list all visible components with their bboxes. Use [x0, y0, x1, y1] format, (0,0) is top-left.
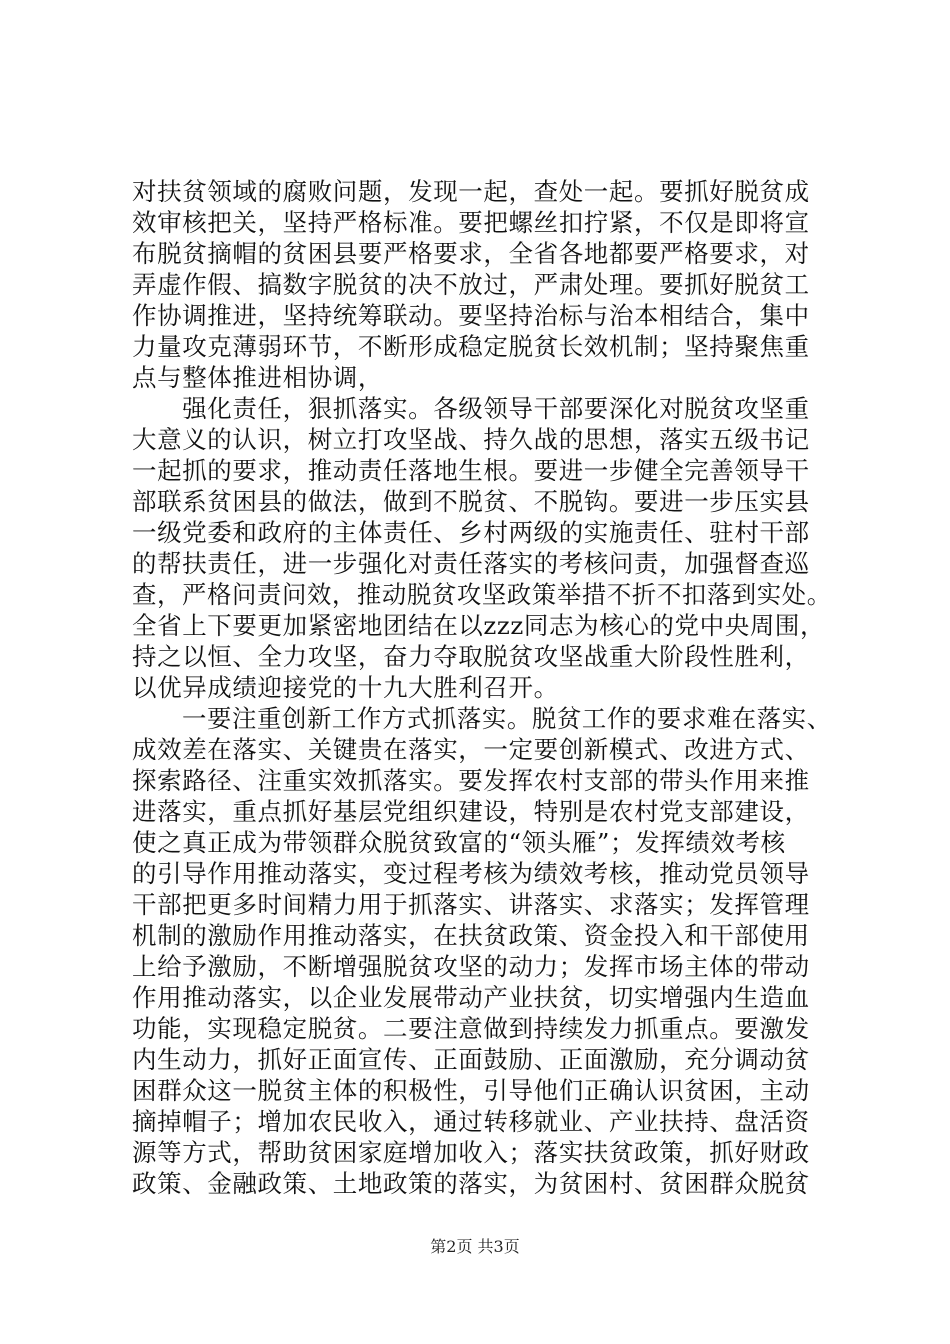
text-line: 以优异成绩迎接党的十九大胜利召开。: [132, 673, 559, 702]
text-line: 上给予激励，不断增强脱贫攻坚的动力；发挥市场主体的带动: [132, 952, 810, 981]
text-line: 力量攻克薄弱环节，不断形成稳定脱贫长效机制；坚持聚焦重: [132, 332, 810, 361]
text-line: 摘掉帽子；增加农民收入，通过转移就业、产业扶持、盘活资: [132, 1107, 810, 1136]
text-line: 的引导作用推动落实，变过程考核为绩效考核，推动党员领导: [132, 859, 810, 888]
text-line: 困群众这一脱贫主体的积极性，引导他们正确认识贫困，主动: [132, 1076, 810, 1105]
text-line: 部联系贫困县的做法，做到不脱贫、不脱钩。要进一步压实县: [132, 487, 810, 516]
text-line: 作协调推进，坚持统筹联动。要坚持治标与治本相结合，集中: [132, 301, 810, 330]
body-text: [132, 176, 832, 1199]
text-line: 机制的激励作用推动落实，在扶贫政策、资金投入和干部使用: [132, 921, 810, 950]
text-line: 持之以恒、全力攻坚，奋力夺取脱贫攻坚战重大阶段性胜利，: [132, 642, 810, 671]
text-line: 效审核把关，坚持严格标准。要把螺丝扣拧紧，不仅是即将宣: [132, 208, 810, 237]
text-line: 作用推动落实，以企业发展带动产业扶贫，切实增强内生造血: [132, 983, 810, 1012]
text-line: 功能，实现稳定脱贫。二要注意做到持续发力抓重点。要激发: [132, 1014, 810, 1043]
text-line: 一起抓的要求，推动责任落地生根。要进一步健全完善领导干: [132, 456, 810, 485]
text-line: 全省上下要更加紧密地团结在以zzz同志为核心的党中央周围，: [132, 611, 826, 640]
text-line: 源等方式，帮助贫困家庭增加收入；落实扶贫政策，抓好财政: [132, 1138, 810, 1167]
text-line: 弄虚作假、搞数字脱贫的决不放过，严肃处理。要抓好脱贫工: [132, 270, 810, 299]
text-line: 的帮扶责任，进一步强化对责任落实的考核问责，加强督查巡: [132, 549, 810, 578]
text-line: 布脱贫摘帽的贫困县要严格要求，全省各地都要严格要求，对: [132, 239, 810, 268]
text-line: 内生动力，抓好正面宣传、正面鼓励、正面激励，充分调动贫: [132, 1045, 810, 1074]
text-line: 强化责任，狠抓落实。各级领导干部要深化对脱贫攻坚重: [132, 394, 810, 423]
text-line: 进落实，重点抓好基层党组织建设，特别是农村党支部建设，: [132, 797, 810, 826]
text-line: 探索路径、注重实效抓落实。要发挥农村支部的带头作用来推: [132, 766, 810, 795]
text-line: 一级党委和政府的主体责任、乡村两级的实施责任、驻村干部: [132, 518, 810, 547]
text-line: 点与整体推进相协调，: [132, 363, 383, 392]
text-line: 查，严格问责问效，推动脱贫攻坚政策举措不折不扣落到实处。: [132, 580, 832, 609]
text-line: 干部把更多时间精力用于抓落实、讲落实、求落实；发挥管理: [132, 890, 810, 919]
text-line: 一要注重创新工作方式抓落实。脱贫工作的要求难在落实、: [132, 704, 832, 733]
text-line: 使之真正成为带领群众脱贫致富的“领头雁”；发挥绩效考核: [132, 828, 786, 857]
text-line: 对扶贫领域的腐败问题，发现一起，查处一起。要抓好脱贫成: [132, 177, 810, 206]
text-line: 成效差在落实、关键贵在落实，一定要创新模式、改进方式、: [132, 735, 810, 764]
text-line: 大意义的认识，树立打攻坚战、持久战的思想，落实五级书记: [132, 425, 810, 454]
page-footer: 第2页 共3页: [430, 1237, 520, 1256]
text-line: 政策、金融政策、土地政策的落实，为贫困村、贫困群众脱贫: [132, 1169, 810, 1198]
